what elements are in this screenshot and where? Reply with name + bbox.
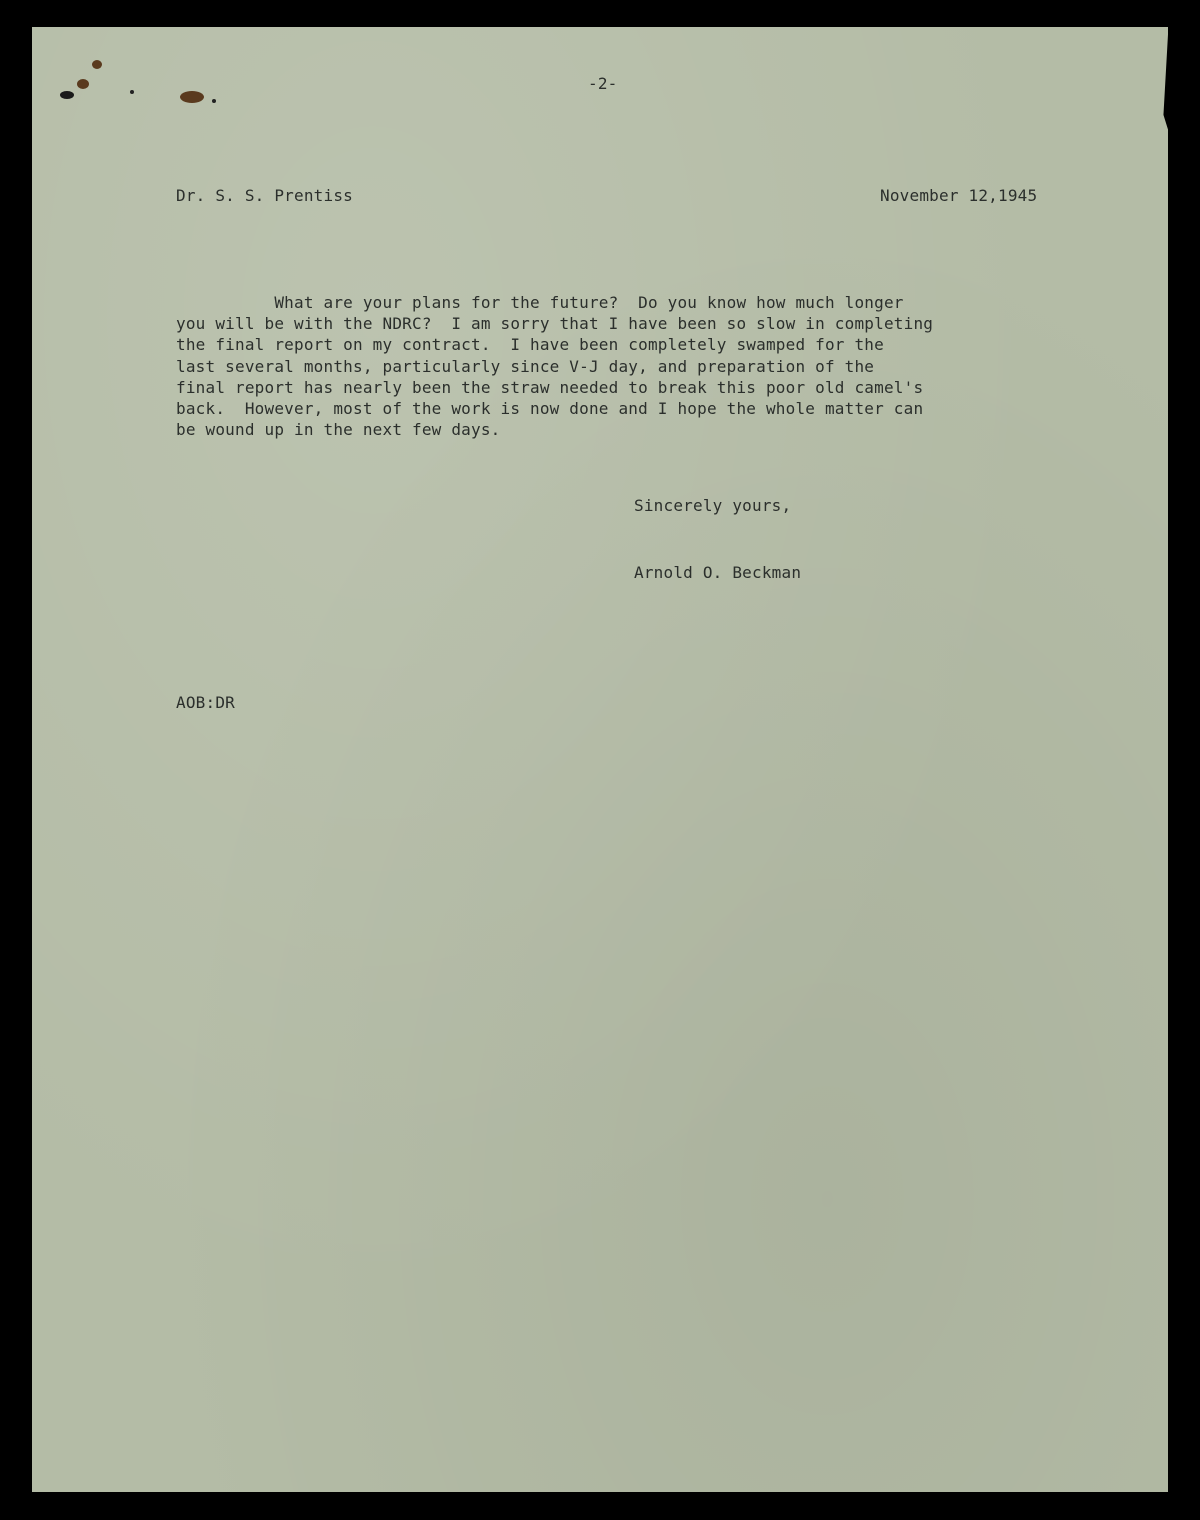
paper-stain xyxy=(77,79,89,89)
closing: Sincerely yours, xyxy=(634,496,792,515)
body-line: you will be with the NDRC? I am sorry that I have been so slow in completing xyxy=(176,314,934,334)
signature-name: Arnold O. Beckman xyxy=(634,563,802,582)
body-line: last several months, particularly since V-J day, and preparation of the xyxy=(176,356,875,376)
letter-body xyxy=(176,292,933,440)
paper-stain xyxy=(92,60,102,69)
body-line: the final report on my contract. I have been completely swamped for the xyxy=(176,335,884,355)
paper-stain xyxy=(212,99,216,103)
body-line: back. However, most of the work is now done and I hope the whole matter can xyxy=(176,399,924,419)
paper-stain xyxy=(130,90,134,94)
letter-page xyxy=(32,27,1168,1492)
body-line: be wound up in the next few days. xyxy=(176,420,501,440)
letter-date: November 12,1945 xyxy=(880,186,1038,205)
paper-stain xyxy=(180,91,204,103)
recipient-name: Dr. S. S. Prentiss xyxy=(176,186,353,205)
body-line: What are your plans for the future? Do you know how much longer xyxy=(176,293,904,312)
reference-initials: AOB:DR xyxy=(176,693,235,712)
page-number: -2- xyxy=(588,74,618,93)
body-line: final report has nearly been the straw needed to break this poor old camel's xyxy=(176,377,924,397)
paper-stain xyxy=(60,91,74,99)
